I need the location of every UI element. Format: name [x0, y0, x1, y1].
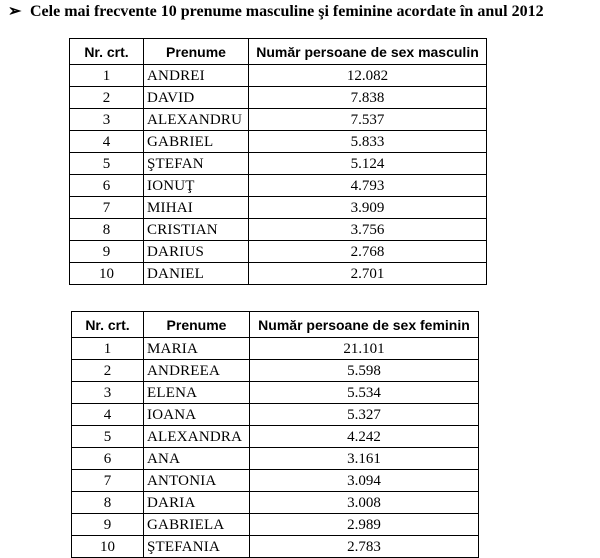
cell-prenume: ANDREEA: [144, 360, 250, 382]
cell-nr-crt: 1: [70, 65, 144, 87]
cell-nr-crt: 1: [72, 338, 144, 360]
header-count-female: Număr persoane de sex feminin: [250, 312, 479, 338]
table-row: [70, 263, 487, 285]
table-row: [72, 404, 479, 426]
cell-count: 3.094: [250, 470, 479, 492]
header-nr-crt: Nr. crt.: [72, 312, 144, 338]
table-row: [72, 470, 479, 492]
cell-prenume: DAVID: [144, 87, 249, 109]
cell-count: 3.756: [249, 219, 487, 241]
cell-count: 3.909: [249, 197, 487, 219]
cell-nr-crt: 9: [70, 241, 144, 263]
male-names-table: [69, 38, 487, 285]
cell-count: 5.598: [250, 360, 479, 382]
heading-text: Cele mai frecvente 10 prenume masculine şi feminine acordate în anul 2012: [30, 3, 544, 20]
cell-prenume: IONUŢ: [144, 175, 249, 197]
document-heading: [8, 1, 544, 21]
cell-prenume: GABRIELA: [144, 514, 250, 536]
cell-prenume: ELENA: [144, 382, 250, 404]
table-row: [70, 87, 487, 109]
table-row: [70, 241, 487, 263]
header-prenume: Prenume: [144, 312, 250, 338]
cell-prenume: ŞTEFAN: [144, 153, 249, 175]
cell-nr-crt: 2: [72, 360, 144, 382]
cell-nr-crt: 10: [72, 536, 144, 558]
cell-nr-crt: 5: [72, 426, 144, 448]
cell-prenume: MARIA: [144, 338, 250, 360]
table-header-row: [70, 39, 487, 65]
cell-nr-crt: 4: [72, 404, 144, 426]
cell-prenume: ANDREI: [144, 65, 249, 87]
cell-prenume: IOANA: [144, 404, 250, 426]
cell-prenume: GABRIEL: [144, 131, 249, 153]
cell-nr-crt: 7: [70, 197, 144, 219]
header-count-male: Număr persoane de sex masculin: [249, 39, 487, 65]
cell-nr-crt: 9: [72, 514, 144, 536]
cell-prenume: DANIEL: [144, 263, 249, 285]
cell-nr-crt: 8: [72, 492, 144, 514]
cell-count: 2.768: [249, 241, 487, 263]
cell-nr-crt: 4: [70, 131, 144, 153]
cell-count: 12.082: [249, 65, 487, 87]
female-names-table: [71, 311, 479, 558]
table-row: [72, 448, 479, 470]
cell-count: 3.161: [250, 448, 479, 470]
header-nr-crt: Nr. crt.: [70, 39, 144, 65]
cell-prenume: ANTONIA: [144, 470, 250, 492]
cell-nr-crt: 10: [70, 263, 144, 285]
table-row: [72, 492, 479, 514]
table-row: [72, 338, 479, 360]
cell-count: 5.124: [249, 153, 487, 175]
cell-prenume: DARIUS: [144, 241, 249, 263]
cell-prenume: ANA: [144, 448, 250, 470]
header-prenume: Prenume: [144, 39, 249, 65]
table-row: [70, 65, 487, 87]
cell-count: 7.537: [249, 109, 487, 131]
table-header-row: [72, 312, 479, 338]
cell-count: 5.327: [250, 404, 479, 426]
cell-prenume: ALEXANDRU: [144, 109, 249, 131]
cell-prenume: ŞTEFANIA: [144, 536, 250, 558]
cell-count: 2.783: [250, 536, 479, 558]
table-row: [72, 514, 479, 536]
arrow-bullet-icon: ➢: [8, 3, 22, 20]
cell-nr-crt: 7: [72, 470, 144, 492]
table-row: [70, 153, 487, 175]
cell-nr-crt: 8: [70, 219, 144, 241]
cell-count: 4.793: [249, 175, 487, 197]
table-row: [72, 382, 479, 404]
cell-nr-crt: 2: [70, 87, 144, 109]
table-row: [70, 131, 487, 153]
cell-count: 2.701: [249, 263, 487, 285]
table-row: [70, 109, 487, 131]
cell-nr-crt: 3: [72, 382, 144, 404]
table-row: [72, 360, 479, 382]
cell-nr-crt: 3: [70, 109, 144, 131]
table-row: [70, 197, 487, 219]
cell-count: 21.101: [250, 338, 479, 360]
cell-nr-crt: 5: [70, 153, 144, 175]
cell-prenume: MIHAI: [144, 197, 249, 219]
cell-count: 4.242: [250, 426, 479, 448]
cell-count: 2.989: [250, 514, 479, 536]
cell-prenume: ALEXANDRA: [144, 426, 250, 448]
cell-count: 5.534: [250, 382, 479, 404]
cell-nr-crt: 6: [70, 175, 144, 197]
table-row: [72, 426, 479, 448]
cell-nr-crt: 6: [72, 448, 144, 470]
cell-prenume: CRISTIAN: [144, 219, 249, 241]
table-row: [70, 175, 487, 197]
cell-count: 3.008: [250, 492, 479, 514]
table-row: [70, 219, 487, 241]
table-row: [72, 536, 479, 558]
cell-prenume: DARIA: [144, 492, 250, 514]
cell-count: 5.833: [249, 131, 487, 153]
cell-count: 7.838: [249, 87, 487, 109]
